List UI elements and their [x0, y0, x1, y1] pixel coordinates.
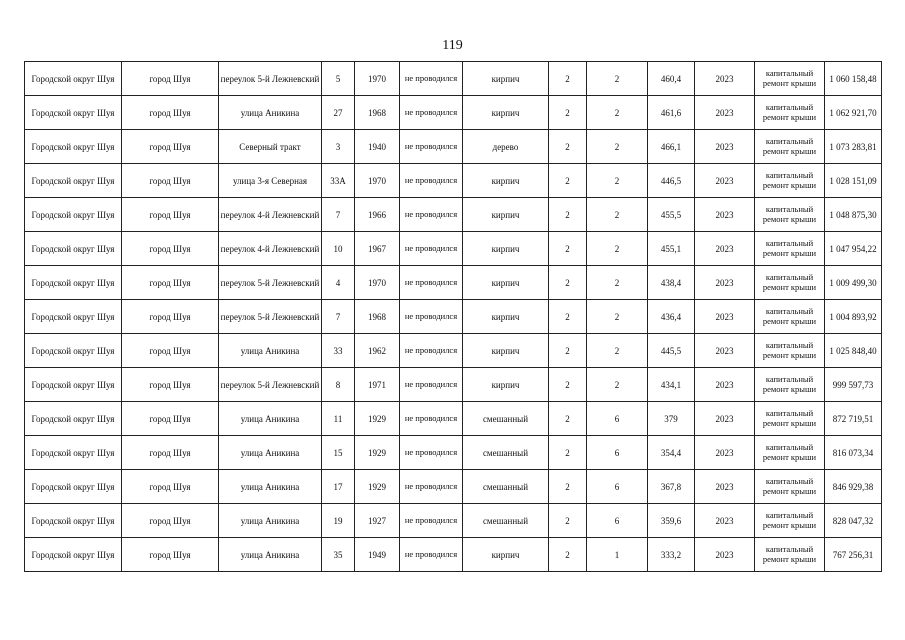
area-cell: 466,1: [648, 130, 695, 164]
street-cell: улица Аникина: [219, 334, 322, 368]
work-type-text: капитальный ремонт крыши: [762, 442, 817, 462]
house-number-cell: 7: [322, 198, 355, 232]
work-type-cell: [755, 470, 825, 504]
entrances-cell: 2: [587, 334, 648, 368]
floors-cell: 2: [549, 130, 587, 164]
entrances-cell: 2: [587, 130, 648, 164]
street-cell: Северный тракт: [219, 130, 322, 164]
work-type-cell: [755, 266, 825, 300]
table-row: [25, 402, 882, 436]
year-built-cell: 1929: [355, 470, 400, 504]
street-cell: переулок 5-й Лежневский: [219, 62, 322, 96]
work-type-text: капитальный ремонт крыши: [762, 102, 817, 122]
work-type-text: капитальный ремонт крыши: [762, 408, 817, 428]
work-type-cell: [755, 368, 825, 402]
house-number-cell: 35: [322, 538, 355, 572]
municipality-cell: Городской округ Шуя: [25, 402, 122, 436]
plan-year-cell: 2023: [695, 504, 755, 538]
cost-cell: 1 047 954,22: [825, 232, 882, 266]
plan-year-cell: 2023: [695, 470, 755, 504]
table-row: [25, 266, 882, 300]
year-built-cell: 1927: [355, 504, 400, 538]
floors-cell: 2: [549, 368, 587, 402]
work-type-cell: [755, 334, 825, 368]
year-built-cell: 1949: [355, 538, 400, 572]
area-cell: 455,5: [648, 198, 695, 232]
floors-cell: 2: [549, 436, 587, 470]
wall-material-cell: смешанный: [463, 436, 549, 470]
cost-cell: 1 004 893,92: [825, 300, 882, 334]
entrances-cell: 1: [587, 538, 648, 572]
table-row: [25, 504, 882, 538]
work-type-text: капитальный ремонт крыши: [762, 374, 817, 394]
area-cell: 354,4: [648, 436, 695, 470]
table-row: [25, 538, 882, 572]
floors-cell: 2: [549, 62, 587, 96]
plan-year-cell: 2023: [695, 368, 755, 402]
work-type-cell: [755, 436, 825, 470]
cost-cell: 1 048 875,30: [825, 198, 882, 232]
plan-year-cell: 2023: [695, 198, 755, 232]
house-number-cell: 11: [322, 402, 355, 436]
page-number: 119: [442, 38, 463, 53]
municipality-cell: Городской округ Шуя: [25, 232, 122, 266]
house-number-cell: 5: [322, 62, 355, 96]
settlement-cell: город Шуя: [122, 538, 219, 572]
street-cell: переулок 4-й Лежневский: [219, 232, 322, 266]
work-type-text: капитальный ремонт крыши: [762, 306, 817, 326]
work-type-text: капитальный ремонт крыши: [762, 68, 817, 88]
municipality-cell: Городской округ Шуя: [25, 300, 122, 334]
last-repair-cell: не проводился: [400, 300, 463, 334]
area-cell: 445,5: [648, 334, 695, 368]
year-built-cell: 1970: [355, 62, 400, 96]
work-type-cell: [755, 198, 825, 232]
house-number-cell: 4: [322, 266, 355, 300]
year-built-cell: 1971: [355, 368, 400, 402]
table-row: [25, 368, 882, 402]
house-number-cell: 8: [322, 368, 355, 402]
area-cell: 436,4: [648, 300, 695, 334]
last-repair-cell: не проводился: [400, 96, 463, 130]
last-repair-cell: не проводился: [400, 368, 463, 402]
wall-material-cell: кирпич: [463, 62, 549, 96]
municipality-cell: Городской округ Шуя: [25, 368, 122, 402]
entrances-cell: 6: [587, 436, 648, 470]
municipality-cell: Городской округ Шуя: [25, 538, 122, 572]
street-cell: переулок 5-й Лежневский: [219, 300, 322, 334]
last-repair-cell: не проводился: [400, 130, 463, 164]
entrances-cell: 6: [587, 470, 648, 504]
work-type-text: капитальный ремонт крыши: [762, 340, 817, 360]
area-cell: 461,6: [648, 96, 695, 130]
area-cell: 333,2: [648, 538, 695, 572]
entrances-cell: 2: [587, 266, 648, 300]
work-type-cell: [755, 538, 825, 572]
area-cell: 434,1: [648, 368, 695, 402]
wall-material-cell: кирпич: [463, 96, 549, 130]
table-row: [25, 232, 882, 266]
entrances-cell: 2: [587, 62, 648, 96]
work-type-text: капитальный ремонт крыши: [762, 136, 817, 156]
plan-year-cell: 2023: [695, 96, 755, 130]
repair-registry-table: [24, 61, 882, 572]
wall-material-cell: кирпич: [463, 538, 549, 572]
settlement-cell: город Шуя: [122, 232, 219, 266]
work-type-cell: [755, 96, 825, 130]
settlement-cell: город Шуя: [122, 470, 219, 504]
entrances-cell: 2: [587, 368, 648, 402]
plan-year-cell: 2023: [695, 300, 755, 334]
settlement-cell: город Шуя: [122, 334, 219, 368]
wall-material-cell: кирпич: [463, 300, 549, 334]
area-cell: 379: [648, 402, 695, 436]
municipality-cell: Городской округ Шуя: [25, 164, 122, 198]
table-row: [25, 96, 882, 130]
floors-cell: 2: [549, 504, 587, 538]
year-built-cell: 1970: [355, 266, 400, 300]
house-number-cell: 15: [322, 436, 355, 470]
cost-cell: 1 009 499,30: [825, 266, 882, 300]
wall-material-cell: смешанный: [463, 504, 549, 538]
last-repair-cell: не проводился: [400, 164, 463, 198]
plan-year-cell: 2023: [695, 266, 755, 300]
plan-year-cell: 2023: [695, 334, 755, 368]
work-type-text: капитальный ремонт крыши: [762, 544, 817, 564]
year-built-cell: 1940: [355, 130, 400, 164]
plan-year-cell: 2023: [695, 164, 755, 198]
house-number-cell: 10: [322, 232, 355, 266]
last-repair-cell: не проводился: [400, 232, 463, 266]
cost-cell: 1 062 921,70: [825, 96, 882, 130]
floors-cell: 2: [549, 198, 587, 232]
settlement-cell: город Шуя: [122, 436, 219, 470]
entrances-cell: 2: [587, 198, 648, 232]
entrances-cell: 2: [587, 300, 648, 334]
floors-cell: 2: [549, 164, 587, 198]
table-row: [25, 436, 882, 470]
settlement-cell: город Шуя: [122, 96, 219, 130]
floors-cell: 2: [549, 266, 587, 300]
street-cell: улица Аникина: [219, 470, 322, 504]
last-repair-cell: не проводился: [400, 538, 463, 572]
work-type-text: капитальный ремонт крыши: [762, 272, 817, 292]
year-built-cell: 1929: [355, 436, 400, 470]
table-row: [25, 198, 882, 232]
table-row: [25, 300, 882, 334]
area-cell: 460,4: [648, 62, 695, 96]
cost-cell: 828 047,32: [825, 504, 882, 538]
cost-cell: 816 073,34: [825, 436, 882, 470]
year-built-cell: 1966: [355, 198, 400, 232]
floors-cell: 2: [549, 96, 587, 130]
street-cell: улица Аникина: [219, 436, 322, 470]
cost-cell: 999 597,73: [825, 368, 882, 402]
wall-material-cell: кирпич: [463, 368, 549, 402]
cost-cell: 872 719,51: [825, 402, 882, 436]
last-repair-cell: не проводился: [400, 504, 463, 538]
table-row: [25, 334, 882, 368]
last-repair-cell: не проводился: [400, 266, 463, 300]
house-number-cell: 33А: [322, 164, 355, 198]
entrances-cell: 2: [587, 164, 648, 198]
street-cell: переулок 5-й Лежневский: [219, 266, 322, 300]
municipality-cell: Городской округ Шуя: [25, 266, 122, 300]
settlement-cell: город Шуя: [122, 198, 219, 232]
settlement-cell: город Шуя: [122, 368, 219, 402]
area-cell: 455,1: [648, 232, 695, 266]
last-repair-cell: не проводился: [400, 402, 463, 436]
table-row: [25, 130, 882, 164]
municipality-cell: Городской округ Шуя: [25, 130, 122, 164]
settlement-cell: город Шуя: [122, 62, 219, 96]
area-cell: 359,6: [648, 504, 695, 538]
settlement-cell: город Шуя: [122, 402, 219, 436]
floors-cell: 2: [549, 538, 587, 572]
wall-material-cell: кирпич: [463, 334, 549, 368]
municipality-cell: Городской округ Шуя: [25, 198, 122, 232]
work-type-cell: [755, 504, 825, 538]
wall-material-cell: кирпич: [463, 164, 549, 198]
cost-cell: 846 929,38: [825, 470, 882, 504]
plan-year-cell: 2023: [695, 436, 755, 470]
wall-material-cell: смешанный: [463, 470, 549, 504]
area-cell: 367,8: [648, 470, 695, 504]
floors-cell: 2: [549, 232, 587, 266]
wall-material-cell: смешанный: [463, 402, 549, 436]
last-repair-cell: не проводился: [400, 470, 463, 504]
house-number-cell: 3: [322, 130, 355, 164]
work-type-text: капитальный ремонт крыши: [762, 476, 817, 496]
floors-cell: 2: [549, 470, 587, 504]
street-cell: улица Аникина: [219, 504, 322, 538]
street-cell: улица 3-я Северная: [219, 164, 322, 198]
settlement-cell: город Шуя: [122, 130, 219, 164]
work-type-cell: [755, 402, 825, 436]
table-row: [25, 62, 882, 96]
floors-cell: 2: [549, 300, 587, 334]
entrances-cell: 2: [587, 96, 648, 130]
floors-cell: 2: [549, 334, 587, 368]
work-type-cell: [755, 62, 825, 96]
table-row: [25, 470, 882, 504]
work-type-cell: [755, 130, 825, 164]
wall-material-cell: дерево: [463, 130, 549, 164]
house-number-cell: 19: [322, 504, 355, 538]
cost-cell: 1 073 283,81: [825, 130, 882, 164]
municipality-cell: Городской округ Шуя: [25, 436, 122, 470]
wall-material-cell: кирпич: [463, 232, 549, 266]
house-number-cell: 7: [322, 300, 355, 334]
year-built-cell: 1929: [355, 402, 400, 436]
settlement-cell: город Шуя: [122, 504, 219, 538]
work-type-text: капитальный ремонт крыши: [762, 170, 817, 190]
cost-cell: 1 028 151,09: [825, 164, 882, 198]
settlement-cell: город Шуя: [122, 266, 219, 300]
house-number-cell: 33: [322, 334, 355, 368]
municipality-cell: Городской округ Шуя: [25, 96, 122, 130]
municipality-cell: Городской округ Шуя: [25, 334, 122, 368]
cost-cell: 1 025 848,40: [825, 334, 882, 368]
plan-year-cell: 2023: [695, 62, 755, 96]
street-cell: улица Аникина: [219, 402, 322, 436]
street-cell: переулок 4-й Лежневский: [219, 198, 322, 232]
plan-year-cell: 2023: [695, 538, 755, 572]
plan-year-cell: 2023: [695, 402, 755, 436]
year-built-cell: 1967: [355, 232, 400, 266]
settlement-cell: город Шуя: [122, 164, 219, 198]
work-type-text: капитальный ремонт крыши: [762, 510, 817, 530]
settlement-cell: город Шуя: [122, 300, 219, 334]
entrances-cell: 6: [587, 504, 648, 538]
street-cell: улица Аникина: [219, 538, 322, 572]
street-cell: переулок 5-й Лежневский: [219, 368, 322, 402]
plan-year-cell: 2023: [695, 130, 755, 164]
house-number-cell: 17: [322, 470, 355, 504]
last-repair-cell: не проводился: [400, 334, 463, 368]
cost-cell: 1 060 158,48: [825, 62, 882, 96]
last-repair-cell: не проводился: [400, 436, 463, 470]
municipality-cell: Городской округ Шуя: [25, 470, 122, 504]
municipality-cell: Городской округ Шуя: [25, 504, 122, 538]
municipality-cell: Городской округ Шуя: [25, 62, 122, 96]
year-built-cell: 1968: [355, 96, 400, 130]
house-number-cell: 27: [322, 96, 355, 130]
wall-material-cell: кирпич: [463, 266, 549, 300]
work-type-text: капитальный ремонт крыши: [762, 204, 817, 224]
year-built-cell: 1962: [355, 334, 400, 368]
plan-year-cell: 2023: [695, 232, 755, 266]
last-repair-cell: не проводился: [400, 198, 463, 232]
wall-material-cell: кирпич: [463, 198, 549, 232]
work-type-cell: [755, 164, 825, 198]
last-repair-cell: не проводился: [400, 62, 463, 96]
cost-cell: 767 256,31: [825, 538, 882, 572]
entrances-cell: 6: [587, 402, 648, 436]
floors-cell: 2: [549, 402, 587, 436]
area-cell: 446,5: [648, 164, 695, 198]
year-built-cell: 1970: [355, 164, 400, 198]
area-cell: 438,4: [648, 266, 695, 300]
entrances-cell: 2: [587, 232, 648, 266]
year-built-cell: 1968: [355, 300, 400, 334]
work-type-cell: [755, 232, 825, 266]
work-type-cell: [755, 300, 825, 334]
table-row: [25, 164, 882, 198]
work-type-text: капитальный ремонт крыши: [762, 238, 817, 258]
street-cell: улица Аникина: [219, 96, 322, 130]
